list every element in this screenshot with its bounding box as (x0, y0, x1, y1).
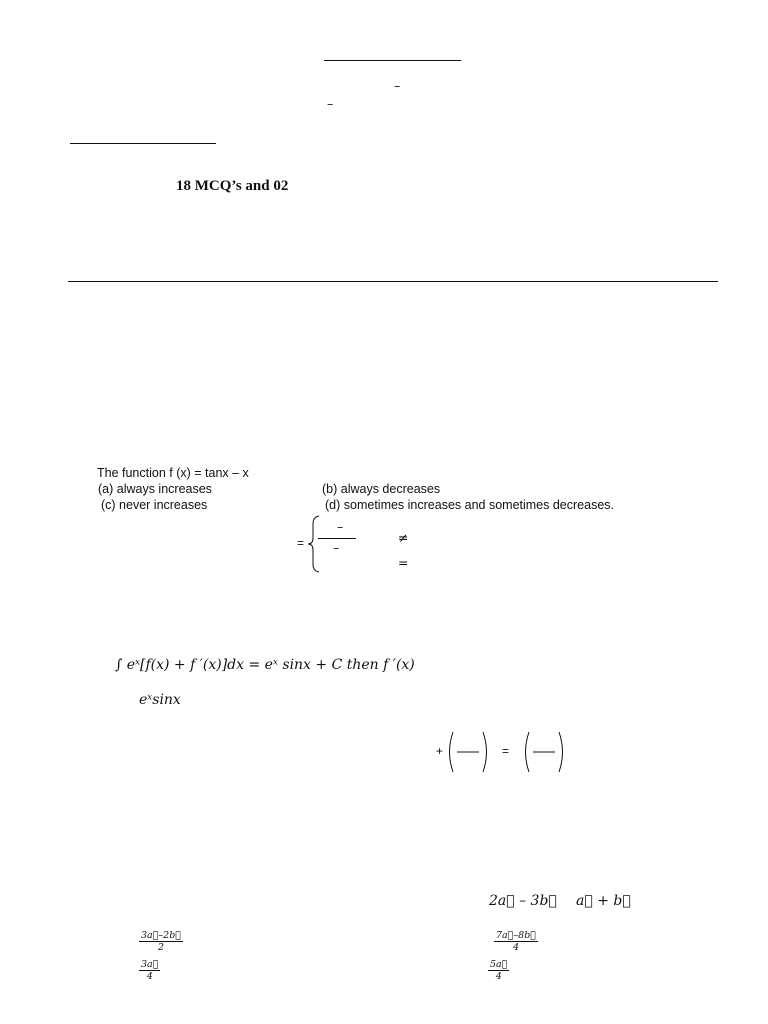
option-c: (c) never increases (101, 498, 208, 512)
vector-expression-1: 2a⃗ – 3b⃗ (489, 893, 557, 909)
matrix-equals: = (502, 744, 510, 758)
option-b-numerator: 7a⃗–8b⃗ (496, 930, 536, 941)
option-a-numerator: 3a⃗–2b⃗ (141, 930, 181, 941)
fraction-denominator-dash: – (333, 540, 340, 555)
fraction-numerator-dash: – (337, 519, 344, 534)
page-divider (68, 281, 718, 282)
option-d-fraction (488, 959, 509, 982)
option-a-denominator: 2 (157, 942, 165, 953)
matrix-plus: + (436, 744, 444, 758)
option-a-fraction (139, 930, 183, 953)
option-d-denominator: 4 (495, 971, 502, 982)
option-b-fraction (494, 930, 538, 953)
option-c-numerator: 3a⃗ (141, 959, 159, 970)
question-stem: The function f (x) = tanx – x (97, 466, 249, 480)
title-underline (324, 60, 461, 61)
option-a: (a) always increases (98, 482, 212, 496)
not-equal-sign: ≠ (398, 530, 409, 545)
piecewise-equals: = (297, 536, 305, 550)
exam-info-line: 18 MCQ’s and 02 (176, 178, 289, 194)
left-brace (307, 514, 323, 574)
header-dash-right: – (394, 78, 401, 93)
section-underline (70, 143, 216, 144)
matrix-left (445, 730, 491, 774)
option-d-numerator: 5a⃗ (490, 959, 508, 970)
option-c-denominator: 4 (146, 971, 153, 982)
integral-statement: ∫ eˣ[f(x) + f ′(x)]dx = eˣ sinx + C then f ′(x) (115, 657, 415, 673)
option-b: (b) always decreases (322, 482, 441, 496)
integral-option: eˣsinx (139, 692, 181, 708)
option-d: (d) sometimes increases and sometimes decreases. (325, 498, 615, 512)
option-c-fraction (139, 959, 160, 982)
option-b-denominator: 4 (512, 942, 520, 953)
header-dash-left: – (327, 96, 334, 111)
matrix-right (521, 730, 567, 774)
fraction-bar (318, 538, 356, 539)
equal-sign: = (398, 555, 409, 570)
vector-expression-2: a⃗ + b⃗ (576, 893, 631, 909)
